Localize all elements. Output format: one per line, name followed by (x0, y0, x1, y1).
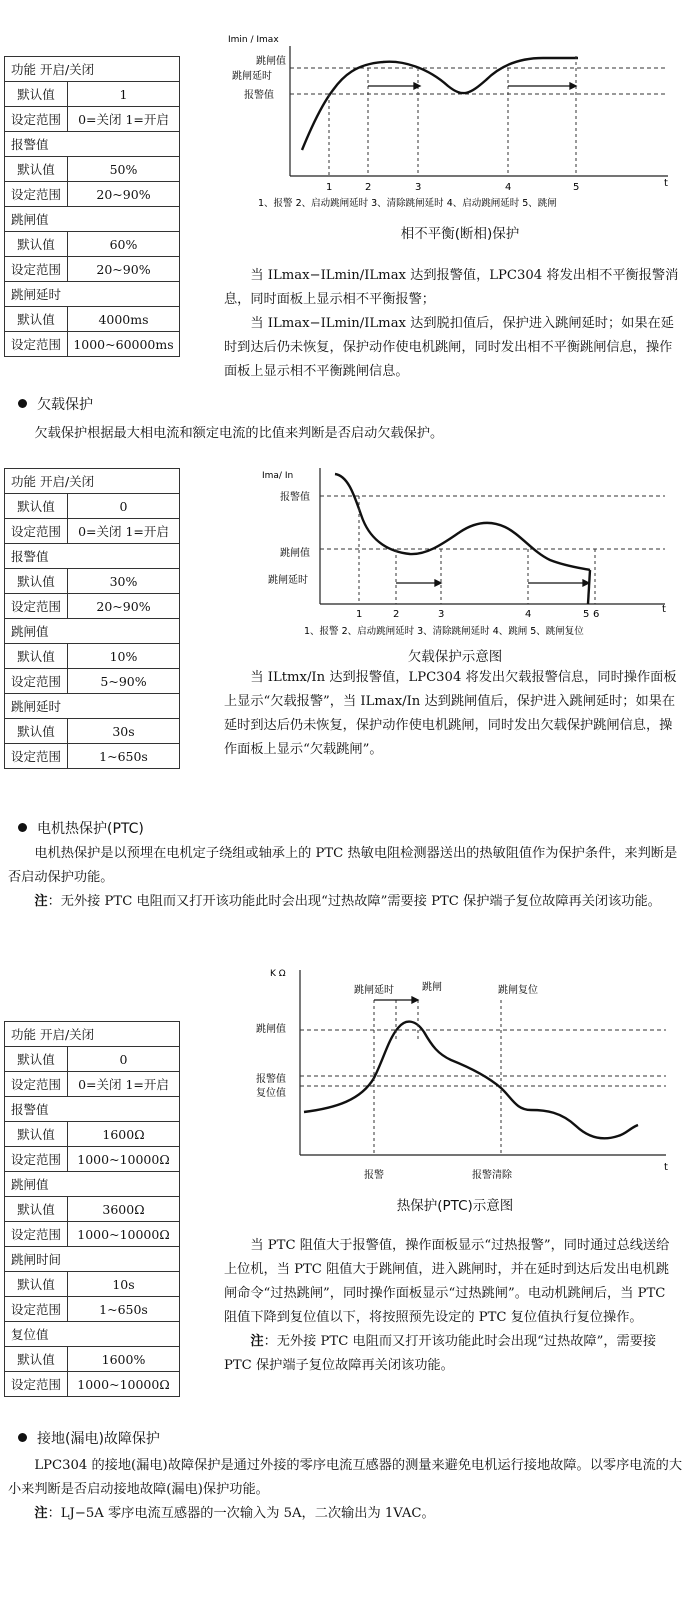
table-row (5, 157, 180, 182)
ptc-intro-text: 电机热保护是以预埋在电机定子绕组或轴承上的 PTC 热敏电阻检测器送出的热敏阻值作为保护条件，来判断是否启动保护功能。 (8, 846, 678, 885)
table-value: 1600Ω (68, 1122, 180, 1147)
paragraph: 当 ILtmx/In 达到报警值，LPC304 将发出欠载报警信息，同时操作面板上显示“欠载报警”，当 ILmax/In 达到跳闸值后，保护进入跳闸延时；如果在延时到达后仍未恢复，保护动作使电机跳闸，同时发出欠载保护跳闸信息，操作面板上显示“欠载跳闸”。 (224, 670, 677, 757)
table-value: 50% (68, 157, 180, 182)
ptc-bottom-alarm: 报警 (364, 1170, 384, 1181)
table-value: 1 (68, 82, 180, 107)
table-row (5, 644, 180, 669)
table-section-row (5, 619, 180, 644)
table-section-row (5, 132, 180, 157)
table-row (5, 107, 180, 132)
ptc-caption: 热保护(PTC)示意图 (396, 1198, 514, 1214)
table-key: 默认值 (5, 569, 68, 594)
table-key: 设定范围 (5, 594, 68, 619)
table-section-label: 跳闸时间 (5, 1247, 180, 1272)
ptc-note (8, 890, 688, 914)
ptc-param-table (4, 1021, 180, 1397)
table-value: 10s (68, 1272, 180, 1297)
table-row (5, 1147, 180, 1172)
table-row (5, 1347, 180, 1372)
table-section-label: 报警值 (5, 132, 180, 157)
underload-caption: 欠载保护示意图 (407, 649, 503, 665)
table-value: 1~650s (68, 1297, 180, 1322)
table-value: 1600% (68, 1347, 180, 1372)
ptc-description (224, 1234, 682, 1378)
table-key: 默认值 (5, 1047, 68, 1072)
table-section-label: 跳闸延时 (5, 282, 180, 307)
phase-level-delay: 跳闸延时 (232, 71, 272, 82)
bullet-icon (18, 1433, 27, 1442)
phase-level-trip: 跳闸值 (256, 56, 286, 67)
ptc-top-delay: 跳闸延时 (354, 985, 394, 996)
ptc-note2-label: 注 (250, 1334, 264, 1349)
table-value: 3600Ω (68, 1197, 180, 1222)
table-value: 30% (68, 569, 180, 594)
table-row (5, 1297, 180, 1322)
ptc-curve (304, 1022, 638, 1139)
table-section-row (5, 694, 180, 719)
table-section-label: 报警值 (5, 544, 180, 569)
phase-tick-1: 1 (326, 182, 333, 193)
table-section-label: 功能 开启/关闭 (5, 1022, 180, 1047)
table-section-row (5, 1247, 180, 1272)
ptc-tick-t: t (664, 1162, 668, 1173)
table-section-row (5, 1097, 180, 1122)
table-key: 默认值 (5, 82, 68, 107)
table-value: 60% (68, 232, 180, 257)
table-section-label: 复位值 (5, 1322, 180, 1347)
underload-intro (8, 422, 688, 446)
table-key: 设定范围 (5, 1297, 68, 1322)
table-key: 设定范围 (5, 1072, 68, 1097)
table-key: 设定范围 (5, 1372, 68, 1397)
table-value: 20~90% (68, 594, 180, 619)
ptc-level-trip: 跳闸值 (256, 1024, 286, 1035)
table-row (5, 1047, 180, 1072)
table-key: 默认值 (5, 1272, 68, 1297)
ptc-heading-text: 电机热保护(PTC) (37, 821, 144, 837)
table-row (5, 519, 180, 544)
underload-heading (18, 394, 93, 414)
table-row (5, 719, 180, 744)
table-row (5, 182, 180, 207)
table-key: 设定范围 (5, 182, 68, 207)
table-key: 设定范围 (5, 519, 68, 544)
table-section-label: 跳闸延时 (5, 694, 180, 719)
bullet-icon (18, 823, 27, 832)
phase-tick-2: 2 (365, 182, 372, 193)
table-section-label: 报警值 (5, 1097, 180, 1122)
table-row (5, 569, 180, 594)
phase-legend: 1、报警 2、启动跳闸延时 3、清除跳闸延时 4、启动跳闸延时 5、跳闸 (258, 198, 557, 209)
ground-intro (8, 1454, 692, 1526)
underload-description (224, 666, 682, 762)
table-value: 0 (68, 1047, 180, 1072)
table-key: 默认值 (5, 1347, 68, 1372)
phase-caption: 相不平衡(断相)保护 (400, 226, 520, 242)
table-row (5, 1122, 180, 1147)
table-value: 30s (68, 719, 180, 744)
underload-legend: 1、报警 2、启动跳闸延时 3、清除跳闸延时 4、跳闸 5、跳闸复位 (304, 626, 584, 637)
ptc-note2-text: ：无外接 PTC 电阻而又打开该功能此时会出现“过热故障”，需要接 PTC 保护端子复位故障再关闭该功能。 (224, 1334, 657, 1373)
underload-curve (335, 474, 590, 570)
ptc-top-reset: 跳闸复位 (498, 985, 538, 996)
ptc-note-text: ：无外接 PTC 电阻而又打开该功能此时会出现“过热故障”需要接 PTC 保护端子复位故障再关闭该功能。 (47, 894, 661, 909)
table-value: 0=关闭 1=开启 (68, 107, 180, 132)
ptc-chart (246, 960, 686, 1192)
phase-chart-ylabel: Imin / Imax (228, 35, 279, 45)
phase-tick-4: 4 (505, 182, 512, 193)
underload-level-alarm: 报警值 (280, 492, 310, 503)
table-row (5, 744, 180, 769)
table-row (5, 307, 180, 332)
ptc-level-alarm: 报警值 (256, 1074, 286, 1085)
underload-tick-2: 2 (393, 609, 400, 620)
ptc-bottom-alarm-clear: 报警清除 (472, 1170, 512, 1181)
underload-level-trip: 跳闸值 (280, 548, 310, 559)
table-section-row (5, 1172, 180, 1197)
table-value: 1~650s (68, 744, 180, 769)
ground-heading (18, 1428, 160, 1448)
table-section-label: 跳闸值 (5, 619, 180, 644)
table-key: 默认值 (5, 494, 68, 519)
table-key: 设定范围 (5, 1222, 68, 1247)
table-key: 默认值 (5, 1197, 68, 1222)
phase-tick-t: t (664, 178, 668, 189)
table-row (5, 1272, 180, 1297)
ground-heading-text: 接地(漏电)故障保护 (37, 1431, 160, 1447)
table-key: 默认值 (5, 719, 68, 744)
table-section-row (5, 207, 180, 232)
ptc-heading (18, 818, 144, 838)
table-row (5, 1072, 180, 1097)
underload-chart (250, 462, 690, 642)
table-section-label: 跳闸值 (5, 1172, 180, 1197)
ground-note-label: 注 (34, 1506, 48, 1521)
table-key: 设定范围 (5, 669, 68, 694)
table-section-row (5, 469, 180, 494)
table-row (5, 82, 180, 107)
table-section-row (5, 282, 180, 307)
underload-tick-t: t (662, 604, 666, 615)
phase-unbalance-chart (218, 28, 698, 218)
table-key: 设定范围 (5, 332, 68, 357)
table-key: 设定范围 (5, 1147, 68, 1172)
table-row (5, 332, 180, 357)
table-value: 4000ms (68, 307, 180, 332)
table-value: 0 (68, 494, 180, 519)
phase-tick-3: 3 (415, 182, 422, 193)
underload-tick-1: 1 (356, 609, 363, 620)
table-row (5, 594, 180, 619)
underload-heading-text: 欠载保护 (37, 397, 93, 413)
underload-level-delay: 跳闸延时 (268, 575, 308, 586)
table-section-label: 功能 开启/关闭 (5, 57, 180, 82)
phase-curve (302, 58, 578, 150)
ground-intro-text: LPC304 的接地(漏电)故障保护是通过外接的零序电流互感器的测量来避免电机运行接地故障。以零序电流的大小来判断是否启动接地故障(漏电)保护功能。 (8, 1458, 683, 1497)
table-value: 0=关闭 1=开启 (68, 1072, 180, 1097)
phase-level-alarm: 报警值 (244, 90, 274, 101)
underload-intro-text: 欠载保护根据最大相电流和额定电流的比值来判断是否启动欠载保护。 (34, 426, 444, 441)
ptc-note2 (224, 1330, 682, 1378)
phase-description (224, 264, 682, 384)
phase-tick-5: 5 (573, 182, 580, 193)
table-section-row (5, 1322, 180, 1347)
table-section-row (5, 544, 180, 569)
table-section-row (5, 57, 180, 82)
table-row (5, 232, 180, 257)
table-key: 默认值 (5, 232, 68, 257)
table-row (5, 669, 180, 694)
table-value: 1000~10000Ω (68, 1147, 180, 1172)
bullet-icon (18, 399, 27, 408)
underload-tick-6: 6 (593, 609, 600, 620)
ptc-intro (8, 842, 688, 914)
table-value: 10% (68, 644, 180, 669)
ground-note (8, 1502, 692, 1526)
table-section-row (5, 1022, 180, 1047)
underload-chart-ylabel: Ima/ In (262, 471, 294, 481)
table-row (5, 1197, 180, 1222)
underload-tick-4: 4 (525, 609, 532, 620)
ptc-chart-ylabel: K Ω (270, 969, 286, 979)
table-key: 设定范围 (5, 107, 68, 132)
table-row (5, 1372, 180, 1397)
table-section-label: 跳闸值 (5, 207, 180, 232)
table-row (5, 494, 180, 519)
table-value: 20~90% (68, 182, 180, 207)
table-value: 1000~60000ms (68, 332, 180, 357)
ptc-top-trip: 跳闸 (422, 982, 442, 993)
ptc-note-label: 注 (34, 894, 48, 909)
table-value: 5~90% (68, 669, 180, 694)
paragraph: 当 ILmax−ILmin/ILmax 达到脱扣值后，保护进入跳闸延时；如果在延时到达后仍未恢复，保护动作使电机跳闸，同时发出相不平衡跳闸信息，操作面板上显示相不平衡跳闸信息。 (224, 316, 674, 379)
underload-tick-5: 5 (583, 609, 590, 620)
table-key: 默认值 (5, 644, 68, 669)
ptc-description-text: 当 PTC 阻值大于报警值，操作面板显示“过热报警”，同时通过总线送给上位机，当 PTC 阻值大于跳闸值，进入跳闸时，并在延时到达后发出电机跳闸命令“过热跳闸”，同时操作面板显示“过热跳闸”。电动机跳闸后，当 PTC 阻值下降到复位值以下，将按照预先设定的 PTC 复位值执行复位操作。 (224, 1238, 670, 1325)
table-key: 设定范围 (5, 257, 68, 282)
table-key: 设定范围 (5, 744, 68, 769)
table-row (5, 257, 180, 282)
table-key: 默认值 (5, 307, 68, 332)
ground-note-text: ：LJ−5A 零序电流互感器的一次输入为 5A，二次输出为 1VAC。 (47, 1506, 435, 1521)
ptc-level-reset: 复位值 (256, 1088, 286, 1099)
table-row (5, 1222, 180, 1247)
table-key: 默认值 (5, 1122, 68, 1147)
table-value: 0=关闭 1=开启 (68, 519, 180, 544)
underload-tick-3: 3 (438, 609, 445, 620)
table-value: 1000~10000Ω (68, 1372, 180, 1397)
table-value: 20~90% (68, 257, 180, 282)
table-key: 默认值 (5, 157, 68, 182)
underload-param-table (4, 468, 180, 769)
table-value: 1000~10000Ω (68, 1222, 180, 1247)
phase-param-table (4, 56, 180, 357)
table-section-label: 功能 开启/关闭 (5, 469, 180, 494)
paragraph: 当 ILmax−ILmin/ILmax 达到报警值，LPC304 将发出相不平衡报警消息，同时面板上显示相不平衡报警； (224, 268, 679, 307)
